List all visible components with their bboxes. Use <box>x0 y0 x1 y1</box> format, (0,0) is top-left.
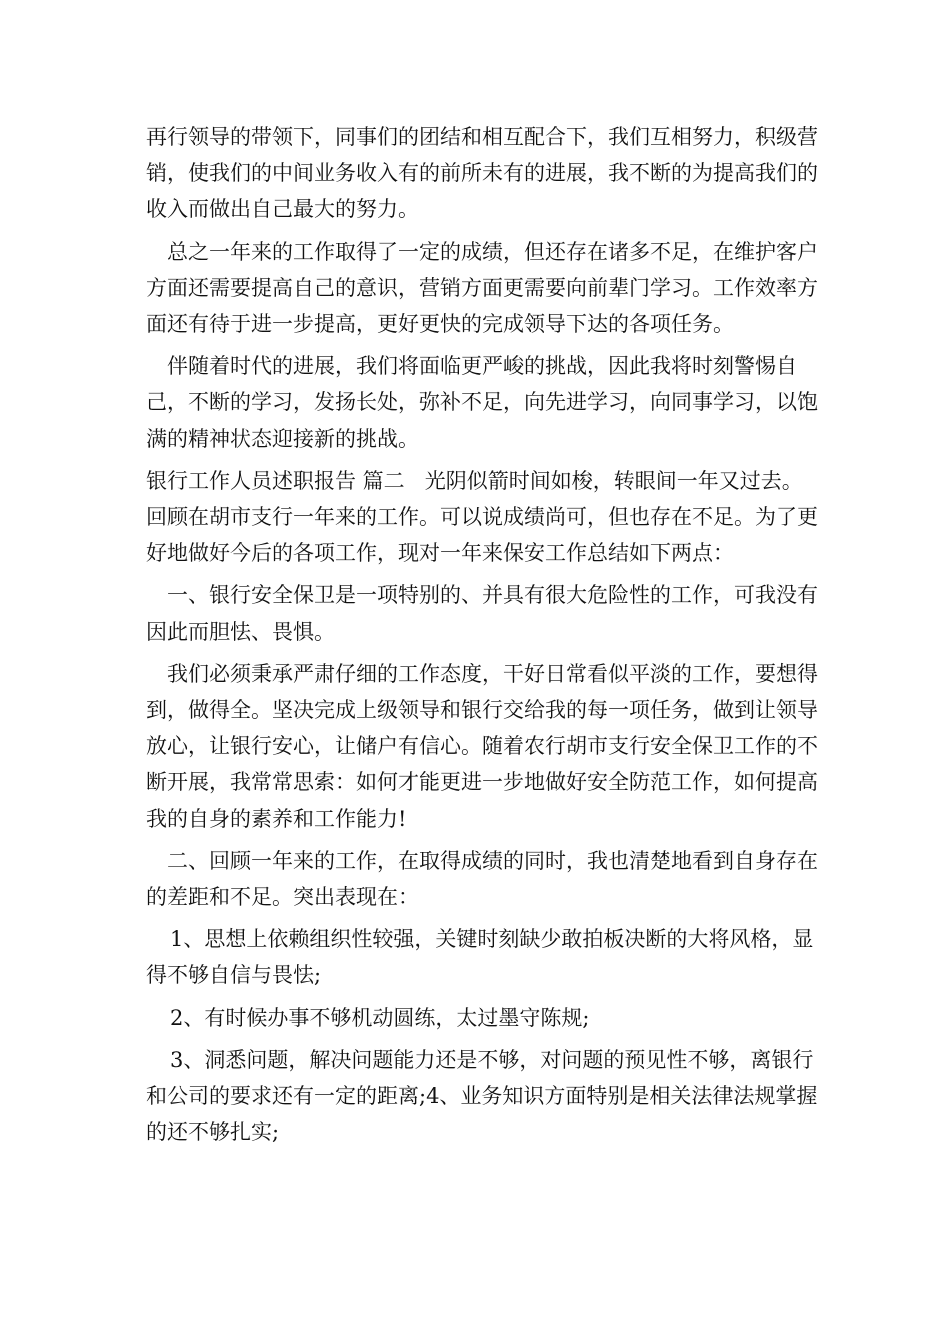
paragraph-3: 伴随着时代的进展，我们将面临更严峻的挑战，因此我将时刻警惕自己，不断的学习，发扬长处，弥补不足，向先进学习，向同事学习，以饱满的精神状态迎接新的挑战。 <box>146 354 818 451</box>
paragraph-2: 总之一年来的工作取得了一定的成绩，但还存在诸多不足，在维护客户方面还需要提高自己的意识，营销方面更需要向前辈门学习。工作效率方面还有待于进一步提高，更好更快的完成领导下达的各项任务。 <box>146 239 818 337</box>
paragraph-point-two: 二、回顾一年来的工作，在取得成绩的同时，我也清楚地看到自身存在的差距和不足。突出表现在： <box>146 848 818 910</box>
paragraph-1: 再行领导的带领下，同事们的团结和相互配合下，我们互相努力，积级营销，使我们的中间业务收入有的前所未有的进展，我不断的为提高我们的收入而做出自己最大的努力。 <box>146 125 818 222</box>
list-item-1: 1、思想上依赖组织性较强，关键时刻缺少敢拍板决断的大将风格，显得不够自信与畏怯; <box>146 927 814 988</box>
list-item-2: 2、有时候办事不够机动圆练，太过墨守陈规; <box>170 1005 590 1030</box>
paragraph-point-one: 一、银行安全保卫是一项特别的、并具有很大危险性的工作，可我没有因此而胆怯、畏惧。 <box>146 583 818 644</box>
document-body <box>146 119 818 1156</box>
paragraph-5: 我们必须秉承严肃仔细的工作态度，干好日常看似平淡的工作，要想得到，做得全。坚决完成上级领导和银行交给我的每一项任务，做到让领导放心，让银行安心，让储户有信心。随着农行胡市支行安全保卫工作的不断开展，我常常思索：如何才能更进一步地做好安全防范工作，如何提高我的自身的素养和工作能力! <box>146 661 818 831</box>
section-two-heading-paragraph: 银行工作人员述职报告 篇二 光阴似箭时间如梭，转眼间一年又过去。回顾在胡市支行一年来的工作。可以说成绩尚可，但也存在不足。为了更好地做好今后的各项工作，现对一年来保安工作总结如下两点： <box>146 468 818 566</box>
list-item-3: 3、洞悉问题，解决问题能力还是不够，对问题的预见性不够，离银行和公司的要求还有一定的距离;4、业务知识方面特别是相关法律法规掌握的还不够扎实; <box>146 1047 818 1145</box>
